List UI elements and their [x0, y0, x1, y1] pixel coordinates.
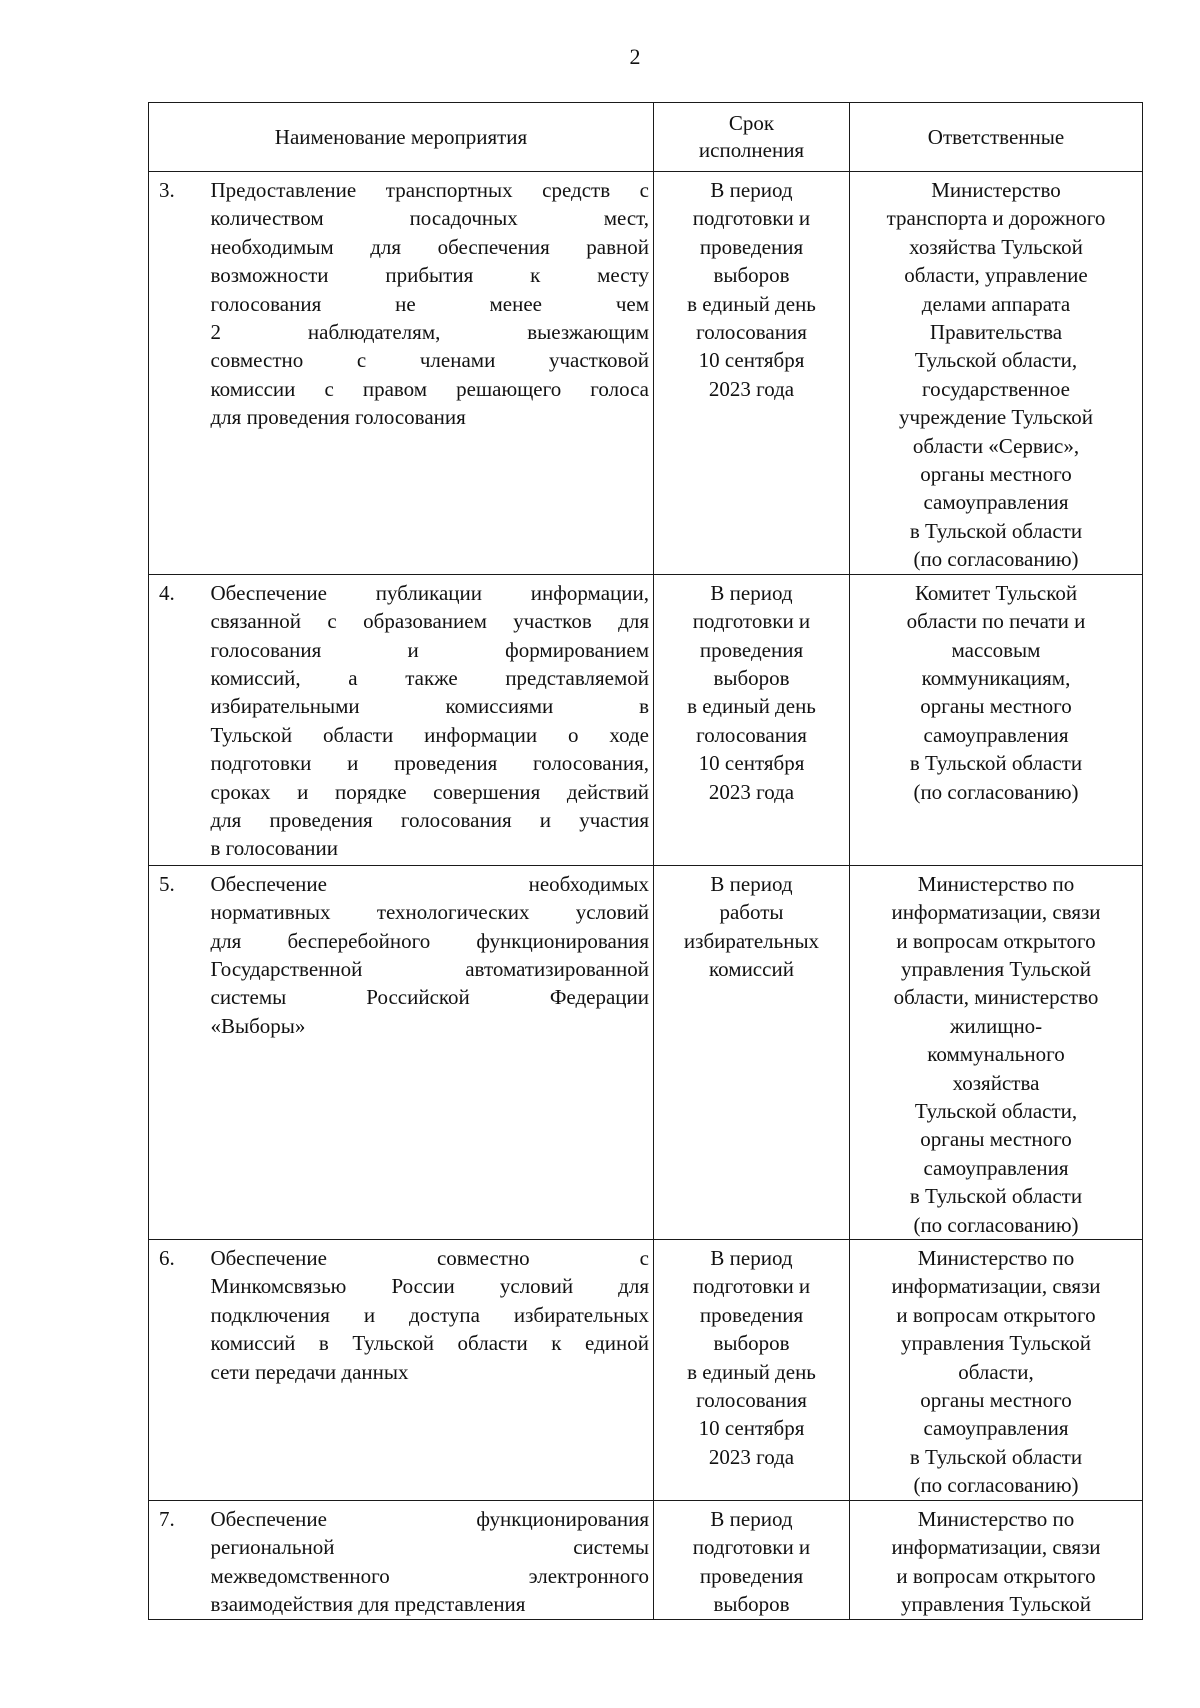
deadline-cell	[654, 172, 850, 575]
event-name-line: комиссий в Тульской области к единой	[210, 1331, 649, 1356]
responsible-cell	[850, 574, 1143, 865]
event-name-line: для проведения голосования	[210, 405, 466, 430]
responsible-line: области,	[958, 1359, 1034, 1384]
event-name-cell	[211, 1239, 654, 1500]
deadline-line: подготовки и	[692, 1274, 811, 1299]
event-name-line: голосования и формированием	[210, 637, 649, 662]
table-row	[149, 1500, 1143, 1619]
event-name-line: Государственной автоматизированной	[210, 956, 649, 981]
event-name-line: возможности прибытия к месту	[210, 263, 649, 288]
event-name-line: Обеспечение совместно с	[210, 1245, 649, 1270]
deadline-line: В период	[710, 1506, 793, 1531]
deadline-line: 10 сентября	[698, 348, 805, 373]
responsible-line: области по печати и	[906, 609, 1086, 634]
responsible-line: Правительства	[929, 320, 1063, 345]
responsible-line: делами аппарата	[921, 291, 1071, 316]
responsible-line: транспорта и дорожного	[886, 206, 1106, 231]
deadline-cell	[654, 574, 850, 865]
deadline-line: голосования	[696, 1388, 807, 1412]
deadline-line: голосования	[696, 320, 807, 345]
responsible-line: (по согласованию)	[913, 1212, 1079, 1237]
header-deadline	[654, 103, 850, 172]
event-name-line: Тульской области информации о ходе	[210, 722, 649, 747]
deadline-line: подготовки и	[692, 1535, 811, 1560]
event-name-line: Обеспечение необходимых	[210, 871, 649, 896]
event-name-line: голосования не менее чем	[210, 291, 649, 316]
responsible-line: Комитет Тульской	[914, 580, 1078, 605]
responsible-line: в Тульской области	[909, 1184, 1083, 1209]
deadline-line: В период	[710, 1245, 793, 1270]
responsible-line: учреждение Тульской	[898, 405, 1094, 430]
responsible-cell	[850, 1239, 1143, 1500]
deadline-line: проведения	[699, 234, 804, 259]
event-name-line: нормативных технологических условий	[210, 900, 649, 925]
responsible-line: Тульской области,	[914, 348, 1078, 373]
header-responsible: Ответственные	[850, 103, 1143, 172]
page-number: 2	[629, 44, 641, 69]
responsible-line: органы местного	[920, 462, 1072, 487]
event-name-line: подготовки и проведения голосования,	[210, 751, 649, 776]
event-name-line: Минкомсвязью России условий для	[210, 1274, 649, 1299]
deadline-line: голосования	[696, 722, 807, 747]
responsible-line: управления Тульской	[901, 1592, 1091, 1617]
event-name-cell	[211, 172, 654, 575]
event-name-cell	[211, 1500, 654, 1619]
deadline-line: выборов	[713, 665, 790, 690]
deadline-line: В период	[710, 580, 793, 605]
event-name-line: количеством посадочных мест,	[210, 206, 649, 231]
responsible-line: органы местного	[920, 1127, 1072, 1152]
table-row	[149, 574, 1143, 865]
table-row	[149, 172, 1143, 575]
deadline-line: в единый день	[687, 291, 816, 316]
responsible-line: Министерство по	[917, 1506, 1075, 1531]
event-name-line: избирательными комиссиями в	[210, 694, 649, 719]
responsible-line: (по согласованию)	[913, 547, 1079, 572]
event-name-line: системы Российской Федерации	[210, 985, 649, 1010]
deadline-line: подготовки и	[692, 609, 811, 634]
events-table	[148, 102, 1143, 1620]
responsible-cell	[850, 865, 1143, 1239]
event-name-line: в голосовании	[210, 836, 338, 861]
event-name-line: 2 наблюдателям, выезжающим	[210, 320, 649, 345]
header-deadline-line: Срок	[728, 111, 775, 135]
responsible-line: самоуправления	[923, 722, 1069, 747]
event-name-line: региональной системы	[210, 1535, 649, 1560]
table-row	[149, 865, 1143, 1239]
responsible-line: органы местного	[920, 1388, 1072, 1412]
event-name-line: межведомственного электронного	[210, 1563, 649, 1588]
deadline-cell	[654, 1239, 850, 1500]
event-name-line: Обеспечение функционирования	[210, 1506, 649, 1531]
table-header-row	[149, 103, 1143, 172]
responsible-line: хозяйства	[952, 1070, 1040, 1095]
event-name-line: Обеспечение публикации информации,	[210, 580, 649, 605]
deadline-line: в единый день	[687, 694, 816, 719]
deadline-line: 10 сентября	[698, 751, 805, 776]
responsible-line: информатизации, связи	[891, 900, 1101, 925]
deadline-line: 2023 года	[708, 376, 795, 401]
responsible-line: в Тульской области	[909, 1444, 1083, 1469]
deadline-line: выборов	[713, 1592, 790, 1617]
event-name-cell	[211, 574, 654, 865]
responsible-line: и вопросам открытого	[896, 928, 1096, 953]
deadline-line: избирательных	[683, 928, 820, 953]
deadline-cell	[654, 1500, 850, 1619]
deadline-line: 2023 года	[708, 779, 795, 804]
responsible-line: области «Сервис»,	[912, 433, 1080, 458]
responsible-line: в Тульской области	[909, 518, 1083, 543]
header-deadline-line: исполнения	[698, 138, 805, 162]
responsible-line: самоуправления	[923, 490, 1069, 515]
responsible-line: Министерство	[931, 178, 1061, 202]
table-row	[149, 1239, 1143, 1500]
deadline-cell	[654, 865, 850, 1239]
deadline-line: 10 сентября	[698, 1416, 805, 1441]
responsible-line: в Тульской области	[909, 751, 1083, 776]
responsible-line: (по согласованию)	[913, 779, 1079, 804]
deadline-line: 2023 года	[708, 1444, 795, 1469]
responsible-line: Министерство по	[917, 871, 1075, 896]
deadline-line: в единый день	[687, 1359, 816, 1384]
deadline-line: комиссий	[709, 956, 794, 981]
deadline-line: работы	[719, 900, 784, 925]
event-name-line: сети передачи данных	[210, 1359, 409, 1384]
responsible-line: области, министерство	[893, 985, 1099, 1010]
event-name-line: для бесперебойного функционирования	[210, 928, 649, 953]
responsible-line: хозяйства Тульской	[909, 234, 1083, 259]
deadline-line: выборов	[713, 263, 790, 288]
row-number: 4.	[149, 574, 211, 865]
event-name-line: совместно с членами участковой	[210, 348, 649, 373]
event-name-line: сроках и порядке совершения действий	[210, 779, 649, 804]
responsible-line: области, управление	[904, 263, 1088, 288]
responsible-line: (по согласованию)	[913, 1473, 1079, 1498]
event-name-line: комиссии с правом решающего голоса	[210, 376, 649, 401]
event-name-line: подключения и доступа избирательных	[210, 1302, 649, 1327]
responsible-line: информатизации, связи	[891, 1535, 1101, 1560]
deadline-line: выборов	[713, 1331, 790, 1356]
responsible-line: информатизации, связи	[891, 1274, 1101, 1299]
responsible-line: органы местного	[920, 694, 1072, 719]
event-name-cell	[211, 865, 654, 1239]
responsible-line: самоуправления	[923, 1155, 1069, 1180]
responsible-line: Министерство по	[917, 1245, 1075, 1270]
event-name-line: необходимым для обеспечения равной	[210, 234, 649, 259]
deadline-line: В период	[710, 871, 793, 896]
deadline-line: проведения	[699, 1302, 804, 1327]
responsible-line: управления Тульской	[901, 956, 1091, 981]
responsible-line: жилищно-	[949, 1013, 1043, 1038]
event-name-line: Предоставление транспортных средств с	[210, 178, 649, 202]
deadline-line: проведения	[699, 637, 804, 662]
event-name-line: «Выборы»	[210, 1013, 306, 1038]
responsible-cell	[850, 1500, 1143, 1619]
deadline-line: подготовки и	[692, 206, 811, 231]
responsible-line: управления Тульской	[901, 1331, 1091, 1356]
header-event-name: Наименование мероприятия	[149, 103, 654, 172]
event-name-line: взаимодействия для представления	[210, 1592, 526, 1617]
row-number: 3.	[149, 172, 211, 575]
responsible-line: государственное	[921, 376, 1070, 401]
row-number: 7.	[149, 1500, 211, 1619]
row-number: 6.	[149, 1239, 211, 1500]
responsible-cell	[850, 172, 1143, 575]
deadline-line: проведения	[699, 1563, 804, 1588]
row-number: 5.	[149, 865, 211, 1239]
responsible-line: и вопросам открытого	[896, 1563, 1096, 1588]
deadline-line: В период	[710, 178, 793, 202]
responsible-line: коммунального	[927, 1042, 1065, 1067]
event-name-line: для проведения голосования и участия	[210, 807, 649, 832]
event-name-line: комиссий, а также представляемой	[210, 665, 649, 690]
responsible-line: коммуникациям,	[921, 665, 1071, 690]
responsible-line: и вопросам открытого	[896, 1302, 1096, 1327]
responsible-line: Тульской области,	[914, 1098, 1078, 1123]
responsible-line: самоуправления	[923, 1416, 1069, 1441]
responsible-line: массовым	[951, 637, 1041, 662]
event-name-line: связанной с образованием участков для	[210, 609, 649, 634]
